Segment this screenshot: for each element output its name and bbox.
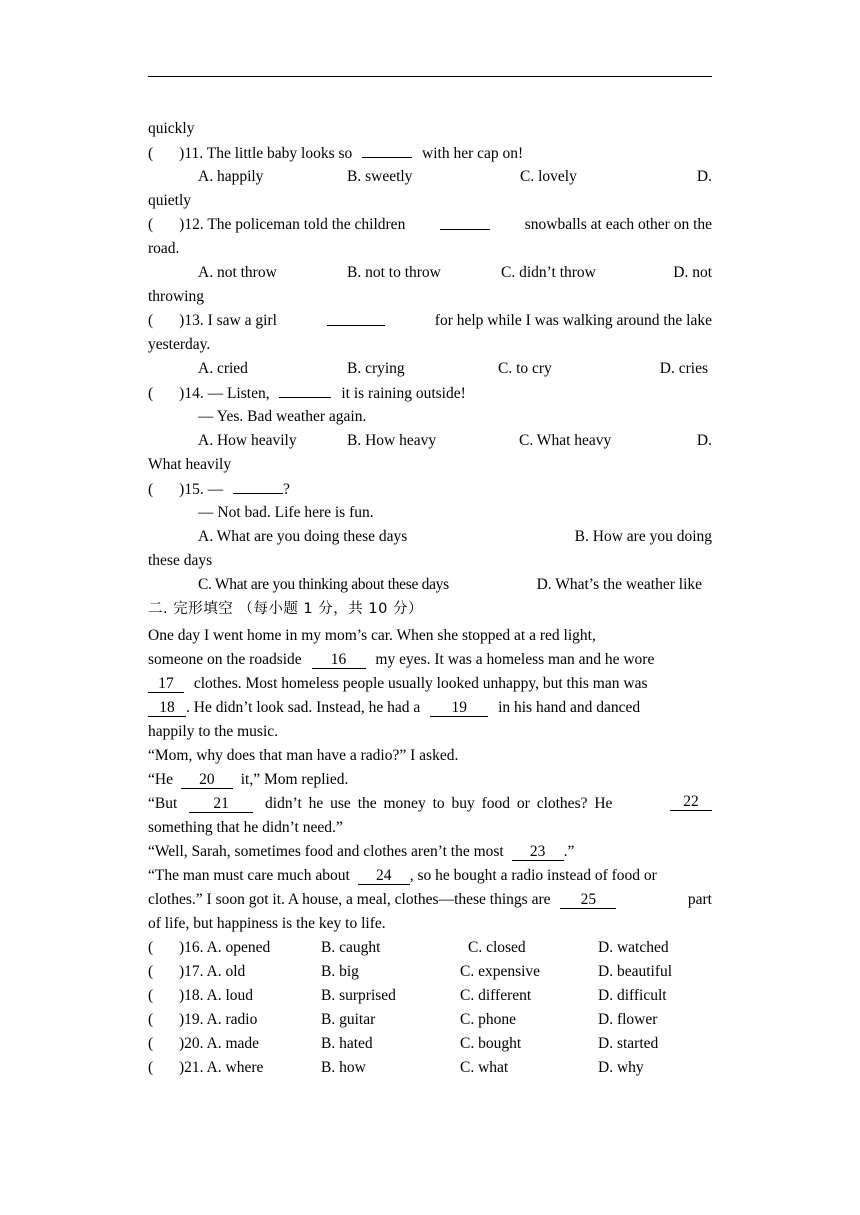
question-number: 12.	[184, 216, 204, 233]
option-d: D.	[696, 432, 712, 449]
question-11	[148, 143, 712, 164]
passage-text: “But	[148, 795, 178, 812]
question-stem: The little baby looks so	[206, 145, 353, 162]
option-d: D. cries	[659, 360, 708, 377]
passage-line	[148, 842, 712, 862]
passage-line: something that he didn’t need.”	[148, 819, 343, 836]
passage-line	[148, 650, 712, 670]
passage-line	[148, 770, 712, 790]
carry-over-word: quickly	[148, 120, 195, 137]
passage-text: in his hand and danced	[498, 699, 641, 716]
answer-paren-open: (	[148, 481, 154, 498]
answer-paren[interactable]: (	[148, 1011, 154, 1028]
answer-paren-close: )	[179, 385, 185, 402]
dialogue-reply: — Yes. Bad weather again.	[198, 408, 367, 425]
blank-23: 23	[512, 844, 564, 861]
passage-line	[148, 698, 712, 718]
passage-text: didn’t he use the money to buy food or clothes? He	[265, 795, 613, 812]
answer-blank	[327, 311, 385, 326]
option-b-wrap: these days	[148, 552, 213, 569]
option-b: B. sweetly	[347, 168, 413, 185]
choice-b: B. surprised	[321, 987, 396, 1004]
passage-line	[148, 794, 712, 814]
answer-paren-open: (	[148, 312, 154, 329]
question-13	[148, 311, 712, 331]
section-title: 二. 完形填空 （每小题 1 分，共 10 分）	[148, 601, 423, 617]
answer-paren-open: (	[148, 385, 154, 402]
choice-b: B. caught	[321, 939, 381, 956]
choice-d: D. watched	[598, 939, 669, 956]
answer-paren-close: )	[179, 312, 185, 329]
passage-text: “The man must care much about	[148, 867, 350, 884]
option-d: D. What’s the weather like	[536, 576, 702, 593]
blank-20: 20	[181, 772, 233, 789]
blank-21: 21	[189, 796, 253, 813]
passage-text: .”	[563, 843, 575, 860]
passage-line	[148, 674, 712, 694]
question-stem-end: it is raining outside!	[341, 385, 466, 402]
blank-25: 25	[560, 892, 616, 909]
choice-a: )16. A. opened	[179, 939, 271, 956]
passage-text: part	[687, 891, 712, 908]
answer-paren[interactable]: (	[148, 939, 154, 956]
question-stem: The policeman told the children	[207, 216, 406, 233]
question-stem-end: with her cap on!	[422, 145, 524, 162]
answer-blank	[440, 215, 490, 230]
option-c: C. lovely	[520, 168, 577, 185]
passage-line: happily to the music.	[148, 723, 279, 740]
option-d: D.	[696, 168, 712, 185]
blank-24: 24	[358, 868, 410, 885]
option-b: B. How heavy	[347, 432, 437, 449]
answer-paren-close: )	[179, 481, 185, 498]
question-stem: —	[207, 481, 224, 498]
answer-paren-open: (	[148, 216, 154, 233]
passage-line: One day I went home in my mom’s car. When she stopped at a red light,	[148, 627, 596, 644]
dialogue-reply: — Not bad. Life here is fun.	[198, 504, 374, 521]
answer-paren[interactable]: (	[148, 987, 154, 1004]
choice-d: D. why	[598, 1059, 644, 1076]
passage-text: “He	[148, 771, 173, 788]
passage-text: clothes. Most homeless people usually looked unhappy, but this man was	[193, 675, 648, 692]
question-stem-end: snowballs at each other on the	[524, 216, 712, 233]
answer-paren-close: )	[179, 216, 185, 233]
question-stem: — Listen,	[207, 385, 270, 402]
answer-paren-close: )	[179, 145, 185, 162]
option-b: B. not to throw	[347, 264, 441, 281]
option-d: D. not	[673, 264, 712, 281]
blank-22: 22	[670, 794, 712, 811]
question-stem-end: for help while I was walking around the lake	[434, 312, 712, 329]
passage-text: , so he bought a radio instead of food or	[409, 867, 657, 884]
blank-17: 17	[148, 676, 184, 693]
question-12	[148, 215, 712, 235]
question-number: 11.	[184, 145, 204, 162]
choice-c: C. what	[460, 1059, 509, 1076]
option-b: B. How are you doing	[574, 528, 712, 545]
option-c: C. didn’t throw	[501, 264, 596, 281]
option-d-wrap: What heavily	[148, 456, 232, 473]
option-a: A. not throw	[198, 264, 277, 281]
question-number: 13.	[184, 312, 204, 329]
choice-c: C. phone	[460, 1011, 516, 1028]
option-d-wrap: throwing	[148, 288, 204, 305]
header-rule	[148, 76, 712, 77]
answer-paren[interactable]: (	[148, 1035, 154, 1052]
choice-c: C. closed	[468, 939, 526, 956]
choice-c: C. bought	[460, 1035, 522, 1052]
choice-c: C. expensive	[460, 963, 541, 980]
choice-b: B. hated	[321, 1035, 373, 1052]
passage-text: it,” Mom replied.	[240, 771, 349, 788]
question-stem-end: ?	[282, 481, 290, 498]
option-d-wrap: quietly	[148, 192, 192, 209]
answer-blank	[233, 479, 283, 494]
passage-line	[148, 890, 712, 910]
blank-16: 16	[312, 652, 366, 669]
passage-text: . He didn’t look sad. Instead, he had a	[186, 699, 421, 716]
choice-b: B. big	[321, 963, 359, 980]
question-stem-wrap: yesterday.	[148, 336, 211, 353]
choice-d: D. started	[598, 1035, 659, 1052]
choice-a: )19. A. radio	[179, 1011, 258, 1028]
question-15	[148, 479, 712, 500]
option-c: C. to cry	[498, 360, 552, 377]
option-a: A. What are you doing these days	[198, 528, 408, 545]
passage-line: of life, but happiness is the key to life.	[148, 915, 386, 932]
choice-a: )17. A. old	[179, 963, 246, 980]
passage-text: clothes.” I soon got it. A house, a meal, clothes—these things are	[148, 891, 551, 908]
choice-a: )20. A. made	[179, 1035, 260, 1052]
option-c: C. What heavy	[519, 432, 612, 449]
answer-blank	[362, 143, 412, 158]
option-b: B. crying	[347, 360, 405, 377]
passage-text: someone on the roadside	[148, 651, 302, 668]
question-stem: I saw a girl	[207, 312, 277, 329]
choice-d: D. difficult	[598, 987, 667, 1004]
answer-paren[interactable]: (	[148, 963, 154, 980]
option-c: C. What are you thinking about these days	[198, 576, 449, 593]
passage-text: “Well, Sarah, sometimes food and clothes aren’t the most	[148, 843, 504, 860]
question-number: 15.	[184, 481, 204, 498]
answer-blank	[279, 383, 331, 398]
option-a: A. happily	[198, 168, 264, 185]
answer-paren[interactable]: (	[148, 1059, 154, 1076]
choice-d: D. beautiful	[598, 963, 673, 980]
choice-b: B. guitar	[321, 1011, 376, 1028]
choice-b: B. how	[321, 1059, 366, 1076]
question-number: 14.	[184, 385, 204, 402]
choice-d: D. flower	[598, 1011, 658, 1028]
choice-a: )18. A. loud	[179, 987, 254, 1004]
choice-c: C. different	[460, 987, 532, 1004]
question-stem-wrap: road.	[148, 240, 180, 257]
answer-paren-open: (	[148, 145, 154, 162]
passage-text: my eyes. It was a homeless man and he wore	[375, 651, 655, 668]
passage-line	[148, 866, 712, 886]
option-a: A. cried	[198, 360, 248, 377]
question-14	[148, 383, 712, 404]
blank-18: 18	[148, 700, 186, 717]
choice-a: )21. A. where	[179, 1059, 264, 1076]
blank-19: 19	[430, 700, 488, 717]
passage-line: “Mom, why does that man have a radio?” I asked.	[148, 747, 459, 764]
option-a: A. How heavily	[198, 432, 297, 449]
